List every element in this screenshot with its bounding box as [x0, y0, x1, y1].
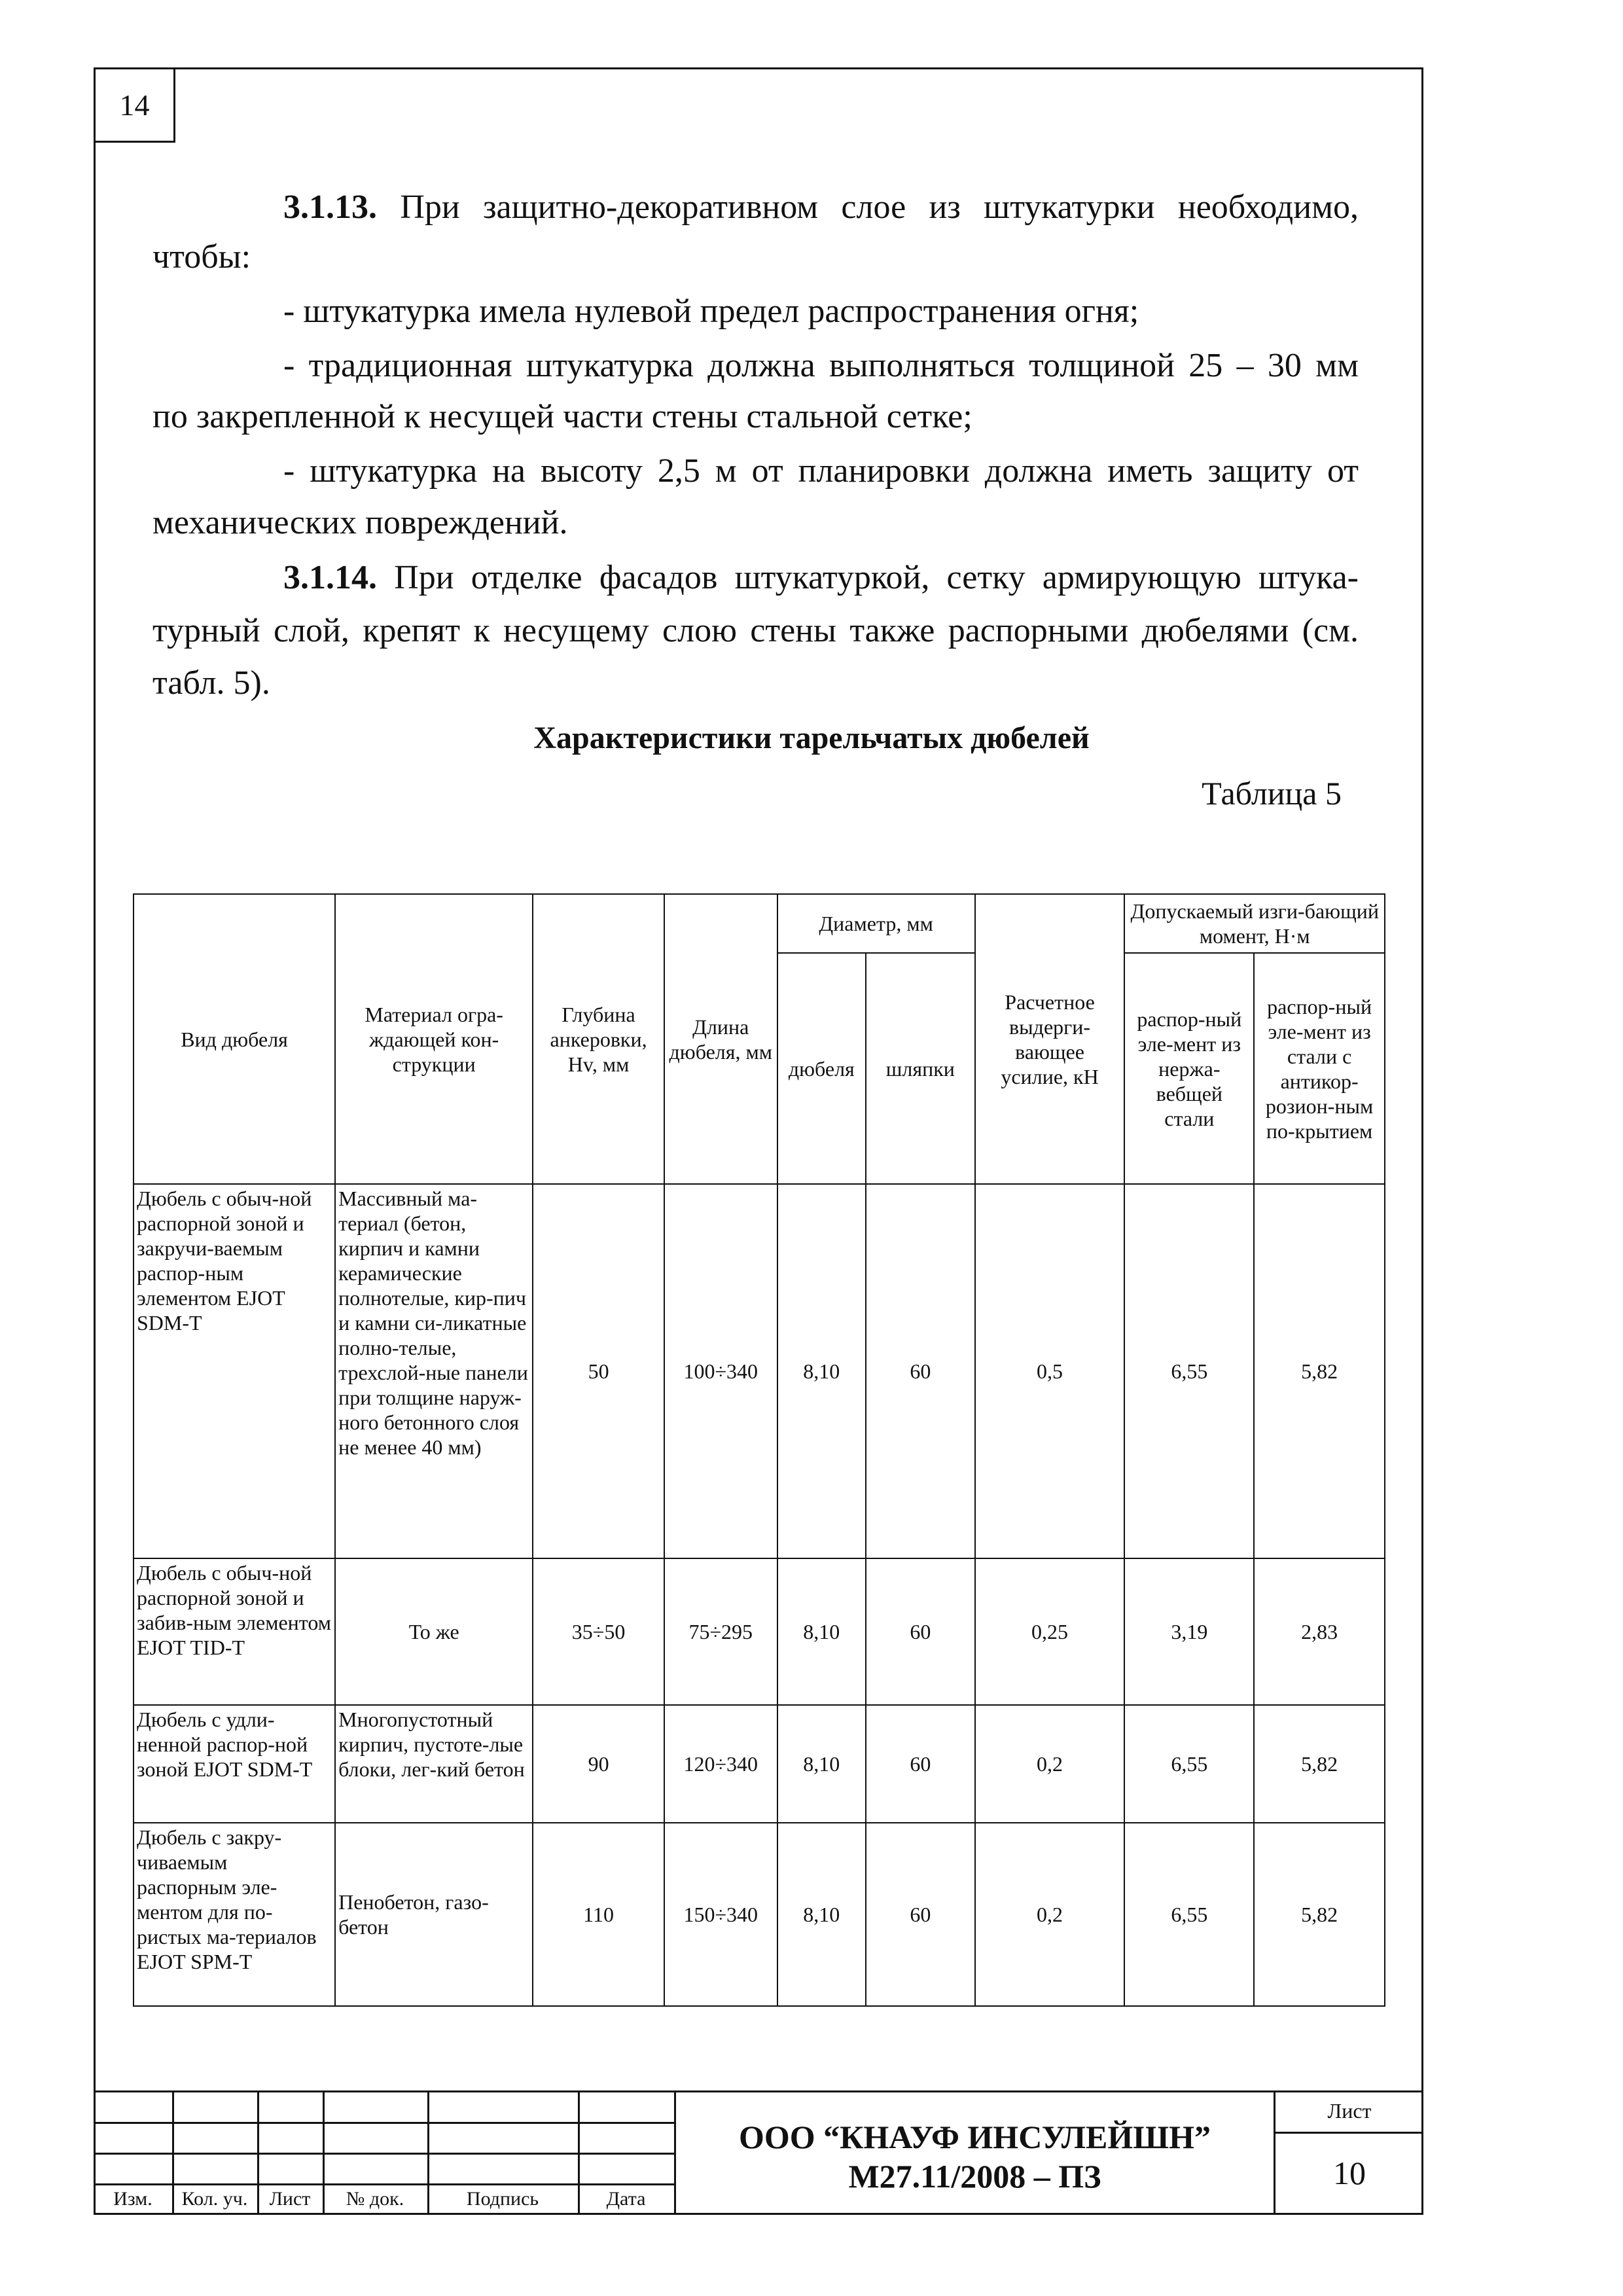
section-3-1-13-line1: 3.1.13. При защитно-декоративном слое из штукатурки необходимо,: [283, 188, 1359, 226]
stamp-title: [676, 2090, 1274, 2215]
stamp-label-change: Изм.: [113, 2188, 152, 2210]
header-m-coated: распор-ный эле-мент из стали с антикор-розион-ным по-крытием: [1254, 953, 1385, 1184]
section-3-1-14-line3: табл. 5).: [152, 664, 270, 702]
cell-m-stainless: 6,55: [1124, 1705, 1254, 1823]
cell-depth: 110: [533, 1823, 664, 2006]
table-row: [134, 1558, 1385, 1705]
cell-d-head: 60: [866, 1558, 975, 1705]
cell-m-coated: 5,82: [1254, 1823, 1385, 2006]
cell-m-coated: 2,83: [1254, 1558, 1385, 1705]
cell-type: Дюбель с обыч-ной распорной зоной и закручи-ваемым распор-ным элементом EJOT SDM-T: [134, 1184, 335, 1558]
stamp-label-signature: Подпись: [466, 2188, 539, 2210]
cell-d-head: 60: [866, 1184, 975, 1558]
bullet-3-line2: механических повреждений.: [152, 504, 568, 541]
cell-force: 0,5: [975, 1184, 1125, 1558]
bullet-3-line1: - штукатурка на высоту 2,5 м от планировки должна иметь защиту от: [283, 452, 1359, 490]
table-header-row: [134, 894, 1385, 953]
header-moment: Допускаемый изги-бающий момент, Н·м: [1124, 894, 1385, 953]
stamp-grid: [94, 2090, 676, 2215]
bullet-2-line1: - традиционная штукатурка должна выполняться толщиной 25 – 30 мм: [283, 347, 1359, 384]
section-3-1-14-line1: 3.1.14. При отделке фасадов штукатуркой, сетку армирующую штука-: [283, 559, 1359, 596]
section-number: 3.1.14.: [283, 559, 377, 596]
cell-d-dowel: 8,10: [777, 1823, 866, 2006]
sheet-box: [1274, 2090, 1423, 2215]
cell-force: 0,2: [975, 1823, 1125, 2006]
bullet-1: - штукатурка имела нулевой предел распространения огня;: [283, 293, 1139, 330]
cell-force: 0,25: [975, 1558, 1125, 1705]
header-d-head: шляпки: [866, 953, 975, 1184]
cell-depth: 90: [533, 1705, 664, 1823]
header-length: Длина дюбеля, мм: [664, 894, 777, 1184]
sheet-label: Лист: [1275, 2092, 1423, 2134]
table-caption: Характеристики тарельчатых дюбелей: [533, 721, 1090, 755]
table-row: [134, 1184, 1385, 1558]
cell-type: Дюбель с закру-чиваемым распорным эле-ментом для по-ристых ма-териалов EJOT SPM-T: [134, 1823, 335, 2006]
cell-length: 100÷340: [664, 1184, 777, 1558]
sheet-number: 10: [1333, 2155, 1366, 2191]
cell-type: Дюбель с удли-ненной распор-ной зоной EJOT SDM-T: [134, 1705, 335, 1823]
cell-material: Пенобетон, газо-бетон: [335, 1823, 533, 2006]
bullet-2-line2: по закрепленной к несущей части стены стальной сетке;: [152, 398, 972, 435]
header-depth: Глубина анкеровки, Hv, мм: [533, 894, 664, 1184]
cell-material: Многопустотный кирпич, пустоте-лые блоки, лег-кий бетон: [335, 1705, 533, 1823]
stamp-label-count: Кол. уч.: [181, 2188, 248, 2210]
header-type: Вид дюбеля: [134, 894, 335, 1184]
table-number: Таблица 5: [1202, 775, 1342, 812]
cell-material: Массивный ма-териал (бетон, кирпич и камни керамические полнотелые, кир-пич и камни си-ликатные полно-телые, трехслой-ные панели при толщине наруж-ного бетонного слоя не менее 40 мм): [335, 1184, 533, 1558]
table-row: [134, 1823, 1385, 2006]
stamp-label-doc: № док.: [346, 2188, 404, 2210]
dowel-table: [133, 893, 1385, 2007]
cell-depth: 50: [533, 1184, 664, 1558]
cell-m-stainless: 3,19: [1124, 1558, 1254, 1705]
cell-d-head: 60: [866, 1823, 975, 2006]
cell-m-coated: 5,82: [1254, 1705, 1385, 1823]
header-diameter: Диаметр, мм: [777, 894, 975, 953]
cell-m-stainless: 6,55: [1124, 1184, 1254, 1558]
cell-d-dowel: 8,10: [777, 1705, 866, 1823]
cell-d-dowel: 8,10: [777, 1184, 866, 1558]
stamp-label-date: Дата: [606, 2188, 646, 2210]
table-row: [134, 1705, 1385, 1823]
stamp-label-sheet: Лист: [269, 2188, 311, 2210]
cell-m-coated: 5,82: [1254, 1184, 1385, 1558]
cell-force: 0,2: [975, 1705, 1125, 1823]
cell-length: 75÷295: [664, 1558, 777, 1705]
cell-type: Дюбель с обыч-ной распорной зоной и забив-ным элементом EJOT TID-T: [134, 1558, 335, 1705]
page-number: 14: [94, 67, 175, 143]
header-m-stainless: распор-ный эле-мент из нержа-вебщей стали: [1124, 953, 1254, 1184]
header-material: Материал огра-ждающей кон-струкции: [335, 894, 533, 1184]
cell-length: 150÷340: [664, 1823, 777, 2006]
header-d-dowel: дюбеля: [777, 953, 866, 1184]
cell-d-dowel: 8,10: [777, 1558, 866, 1705]
cell-length: 120÷340: [664, 1705, 777, 1823]
section-number: 3.1.13.: [283, 188, 377, 226]
cell-m-stainless: 6,55: [1124, 1823, 1254, 2006]
cell-material: То же: [335, 1558, 533, 1705]
cell-d-head: 60: [866, 1705, 975, 1823]
section-3-1-14-line2: турный слой, крепят к несущему слою стены также распорными дюбелями (см.: [152, 612, 1359, 649]
header-force: Расчетное выдерги-вающее усилие, кН: [975, 894, 1125, 1184]
section-3-1-13-line2: чтобы:: [152, 238, 251, 276]
cell-depth: 35÷50: [533, 1558, 664, 1705]
document-code: М27.11/2008 – ПЗ: [848, 2158, 1101, 2195]
company-name: ООО “КНАУФ ИНСУЛЕЙШН”: [738, 2119, 1211, 2155]
